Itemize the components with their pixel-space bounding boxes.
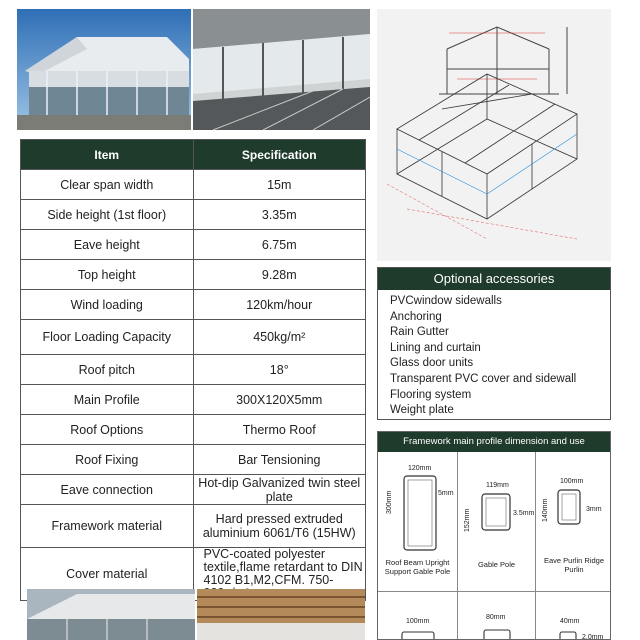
row-item: Side height (1st floor) (21, 200, 194, 230)
row-spec: Hot-dip Galvanized twin steel plate (193, 475, 366, 505)
row-item: Main Profile (21, 385, 194, 415)
row-spec: Thermo Roof (193, 415, 366, 445)
list-item: Glass door units (390, 357, 474, 370)
row-item: Roof Fixing (21, 445, 194, 475)
header-item: Item (21, 140, 194, 170)
accessories-list (378, 294, 610, 419)
profile-width: 120mm (408, 465, 432, 472)
profile-caption: Gable Pole (477, 560, 516, 569)
profile-caption: Eave Purlin Ridge Purlin (543, 556, 605, 574)
row-item: Clear span width (21, 170, 194, 200)
profile-section-icon (400, 630, 436, 640)
row-spec: 120km/hour (193, 290, 366, 320)
table-row (21, 260, 366, 290)
tent-photo-bottom-left (27, 589, 195, 640)
row-spec: 15m (193, 170, 366, 200)
profile-thickness: 5mm (438, 490, 454, 497)
header-spec: Specification (193, 140, 366, 170)
profile-thickness: 3.5mm (513, 510, 535, 517)
spec-table (20, 139, 366, 601)
table-row (21, 170, 366, 200)
profile-thickness: 3mm (586, 506, 602, 513)
list-item: Weight plate (390, 404, 454, 417)
framework-panel (377, 431, 611, 640)
profile-caption: Roof Beam Upright Support Gable Pole (384, 558, 451, 576)
profile-section-icon (482, 628, 512, 640)
list-item: Flooring system (390, 388, 472, 401)
profile-cell (378, 452, 458, 592)
profile-height: 152mm (464, 508, 471, 532)
profile-section-icon (556, 488, 582, 526)
profile-section-icon (400, 474, 440, 552)
row-spec: 6.75m (193, 230, 366, 260)
row-spec: PVC-coated polyester textile,flame retardant to DIN 4102 B1,M2,CFM. 750- (193, 548, 366, 601)
tent-interior-photo (193, 9, 370, 130)
spec-table-header (21, 140, 366, 170)
list-item: Transparent PVC cover and sidewall (390, 372, 577, 385)
row-item: Roof Options (21, 415, 194, 445)
profile-cell (458, 452, 536, 592)
profile-section-icon (558, 630, 578, 640)
profile-width: 100mm (406, 618, 430, 625)
framework-title: Framework main profile dimension and use (378, 432, 610, 452)
accessories-title: Optional accessories (378, 268, 610, 290)
profile-cell (378, 592, 458, 640)
row-item: Roof pitch (21, 355, 194, 385)
row-spec: 18° (193, 355, 366, 385)
accessories-panel (377, 267, 611, 420)
profile-width: 80mm (486, 614, 506, 621)
row-item: Floor Loading Capacity (21, 320, 194, 355)
profile-width: 40mm (560, 618, 580, 625)
row-item: Framework material (21, 505, 194, 548)
row-item: Wind loading (21, 290, 194, 320)
structure-drawing (377, 9, 611, 261)
table-row (21, 230, 366, 260)
table-row (21, 355, 366, 385)
list-item: Anchoring (390, 310, 442, 323)
profile-cell (536, 452, 611, 592)
row-item: Eave height (21, 230, 194, 260)
profile-width: 100mm (560, 478, 584, 485)
table-row (21, 385, 366, 415)
list-item: Lining and curtain (390, 341, 481, 354)
row-spec: 3.35m (193, 200, 366, 230)
profile-height: 140mm (542, 498, 549, 522)
row-spec: 450kg/m² (193, 320, 366, 355)
list-item: Rain Gutter (390, 326, 449, 339)
profile-height: 300mm (386, 490, 393, 514)
table-row (21, 415, 366, 445)
table-row (21, 475, 366, 505)
profile-section-icon (480, 492, 512, 532)
tent-exterior-photo (17, 9, 191, 130)
row-item: Top height (21, 260, 194, 290)
row-spec: Hard pressed extruded aluminium 6061/T6 (15HW) (193, 505, 366, 548)
row-spec: 300X120X5mm (193, 385, 366, 415)
table-row (21, 200, 366, 230)
table-row (21, 290, 366, 320)
table-row (21, 445, 366, 475)
row-spec: 9.28m (193, 260, 366, 290)
table-row (21, 505, 366, 548)
row-item: Eave connection (21, 475, 194, 505)
tent-photo-bottom-right (197, 589, 365, 640)
list-item: PVCwindow sidewalls (390, 295, 502, 307)
profile-cell (536, 592, 611, 640)
row-spec: Bar Tensioning (193, 445, 366, 475)
profile-thickness: 2.0mm (582, 634, 604, 640)
row-item: Cover material (21, 548, 194, 601)
table-row (21, 320, 366, 355)
profile-cell (458, 592, 536, 640)
profile-width: 119mm (486, 482, 509, 489)
